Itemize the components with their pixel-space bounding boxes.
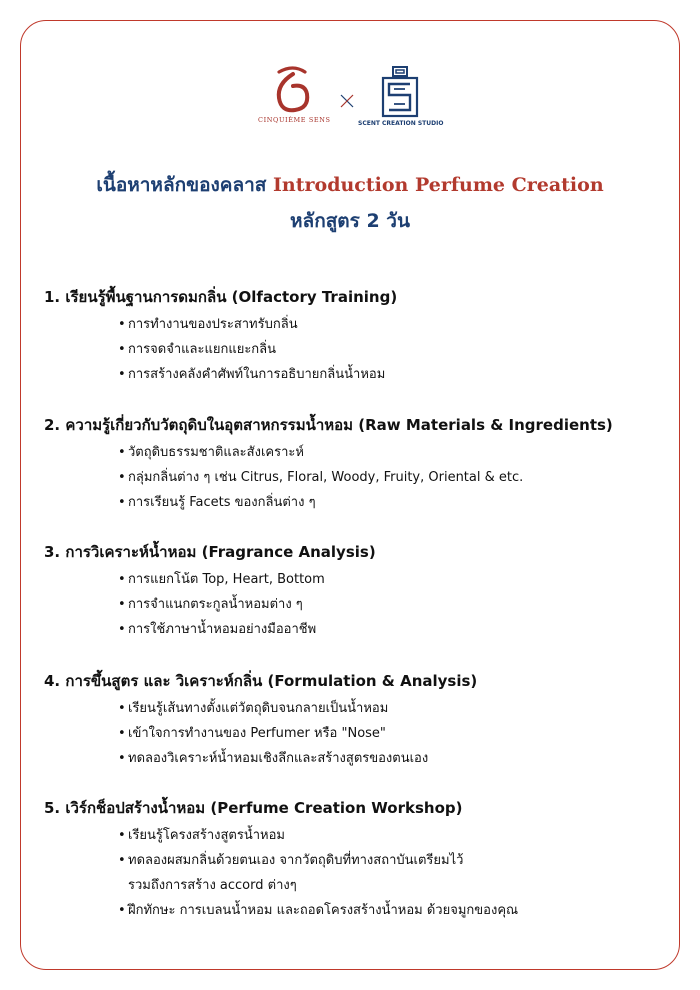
list-item: • การจดจำและแยกแยะกลิ่น [118,337,674,362]
page-title [0,170,700,200]
scent-creation-studio-logo [358,66,442,127]
list-item: • ทดลองวิเคราะห์น้ำหอมเชิงลึกและสร้างสูตรของตนเอง [118,746,674,771]
cinquieme-sens-mark-icon [271,66,315,114]
cinquieme-sens-logo [258,66,331,124]
list-item: • ฝึกทักษะ การเบลนน้ำหอม และถอดโครงสร้างน้ำหอม ด้วยจมูกของคุณ [118,898,674,923]
list-item: • การสร้างคลังคำศัพท์ในการอธิบายกลิ่นน้ำหอม [118,362,674,387]
section-formulation-analysis [44,670,674,771]
scent-creation-studio-bottle-icon [380,66,420,118]
list-item: • การทำงานของประสาทรับกลิ่น [118,312,674,337]
section-perfume-creation-workshop [44,797,674,923]
section-list [44,823,674,923]
section-heading: 5. เวิร์กช็อปสร้างน้ำหอม (Perfume Creation Workshop) [44,799,463,817]
section-fragrance-analysis [44,541,674,642]
section-list [44,567,674,642]
section-list [44,440,674,515]
page-subtitle: หลักสูตร 2 วัน [290,210,410,232]
section-list [44,312,674,387]
section-heading: 4. การขึ้นสูตร และ วิเคราะห์กลิ่น (Formulation & Analysis) [44,672,478,690]
list-item: • เรียนรู้เส้นทางตั้งแต่วัตถุดิบจนกลายเป็นน้ำหอม [118,696,674,721]
cinquieme-sens-caption: CINQUIÈME SENS [258,116,331,124]
list-item: • การจำแนกตระกูลน้ำหอมต่าง ๆ [118,592,674,617]
list-item: • การแยกโน้ต Top, Heart, Bottom [118,567,674,592]
list-item: • วัตถุดิบธรรมชาติและสังเคราะห์ [118,440,674,465]
section-heading: 1. เรียนรู้พื้นฐานการดมกลิ่น (Olfactory Training) [44,288,398,306]
section-list [44,696,674,771]
section-heading: 2. ความรู้เกี่ยวกับวัตถุดิบในอุตสาหกรรมน้ำหอม (Raw Materials & Ingredients) [44,416,613,434]
scent-creation-studio-caption: SCENT CREATION STUDIO [358,120,444,127]
logo-row [0,66,700,138]
list-item: • เรียนรู้โครงสร้างสูตรน้ำหอม [118,823,674,848]
list-item-continuation: รวมถึงการสร้าง accord ต่างๆ [128,878,297,893]
section-heading: 3. การวิเคราะห์น้ำหอม (Fragrance Analysis) [44,543,376,561]
list-item: • การเรียนรู้ Facets ของกลิ่นต่าง ๆ [118,490,674,515]
collaboration-x-icon [338,92,356,110]
list-item: • ทดลองผสมกลิ่นด้วยตนเอง จากวัตถุดิบที่ทางสถาบันเตรียมไว้ [118,848,674,873]
title-english: Introduction Perfume Creation [273,174,604,196]
title-thai: เนื้อหาหลักของคลาส [96,174,267,196]
section-raw-materials [44,414,674,515]
section-olfactory-training [44,286,674,387]
list-item: • การใช้ภาษาน้ำหอมอย่างมืออาชีพ [118,617,674,642]
list-item: • กลุ่มกลิ่นต่าง ๆ เช่น Citrus, Floral, Woody, Fruity, Oriental & etc. [118,465,674,490]
list-item: • เข้าใจการทำงานของ Perfumer หรือ "Nose" [118,721,674,746]
